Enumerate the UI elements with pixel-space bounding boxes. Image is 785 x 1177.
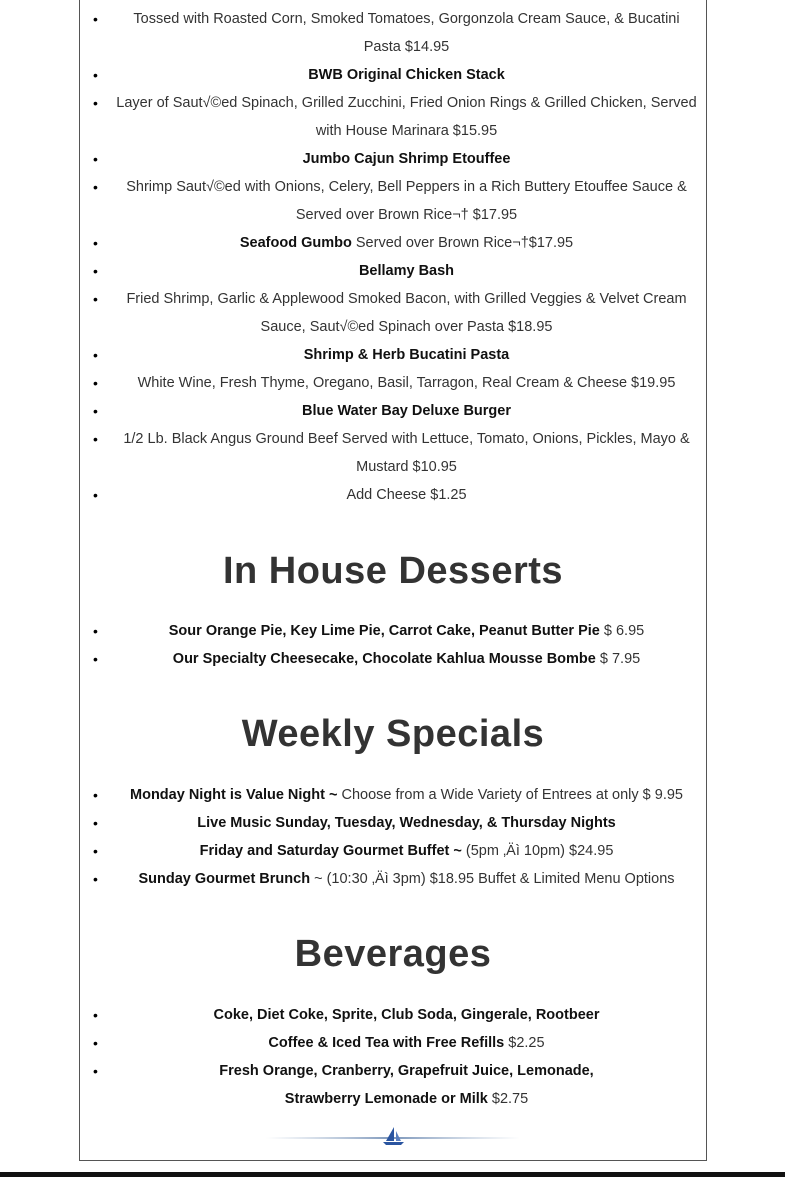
list-item: • Shrimp Saut√©ed with Onions, Celery, Bell Peppers in a Rich Buttery Etouffee Sauce & Served over Brown Rice¬† $17.95 bbox=[107, 173, 706, 229]
beverages-list bbox=[80, 1001, 706, 1113]
list-item: • Fresh Orange, Cranberry, Grapefruit Juice, Lemonade, Strawberry Lemonade or Milk $2.75 bbox=[107, 1057, 706, 1113]
list-item: • Sunday Gourmet Brunch ~ (10:30 ‚Äì 3pm) $18.95 Buffet & Limited Menu Options bbox=[107, 865, 706, 893]
list-item: • Blue Water Bay Deluxe Burger bbox=[107, 397, 706, 425]
menu-panel bbox=[79, 0, 707, 1161]
list-item: • Jumbo Cajun Shrimp Etouffee bbox=[107, 145, 706, 173]
list-item: • Live Music Sunday, Tuesday, Wednesday, & Thursday Nights bbox=[107, 809, 706, 837]
desserts-heading: In House Desserts bbox=[222, 550, 564, 592]
list-item: • Add Cheese $1.25 bbox=[107, 481, 706, 509]
page-bottom-bar bbox=[0, 1172, 785, 1177]
specials-list bbox=[80, 781, 706, 893]
list-item: • BWB Original Chicken Stack bbox=[107, 61, 706, 89]
list-item: • Sour Orange Pie, Key Lime Pie, Carrot Cake, Peanut Butter Pie $ 6.95 bbox=[107, 617, 706, 645]
list-item: • Layer of Saut√©ed Spinach, Grilled Zucchini, Fried Onion Rings & Grilled Chicken, Served with House Marinara $15.95 bbox=[107, 89, 706, 145]
list-item: • Coffee & Iced Tea with Free Refills $2.25 bbox=[107, 1029, 706, 1057]
beverages-heading: Beverages bbox=[294, 933, 492, 975]
desserts-list bbox=[80, 617, 706, 673]
list-item: • Tossed with Roasted Corn, Smoked Tomatoes, Gorgonzola Cream Sauce, & Bucatini Pasta $14.95 bbox=[107, 5, 706, 61]
list-item: • Monday Night is Value Night ~ Choose from a Wide Variety of Entrees at only $ 9.95 bbox=[107, 781, 706, 809]
list-item: • White Wine, Fresh Thyme, Oregano, Basil, Tarragon, Real Cream & Cheese $19.95 bbox=[107, 369, 706, 397]
list-item: • Coke, Diet Coke, Sprite, Club Soda, Gingerale, Rootbeer bbox=[107, 1001, 706, 1029]
list-item: • Friday and Saturday Gourmet Buffet ~ (5pm ‚Äì 10pm) $24.95 bbox=[107, 837, 706, 865]
list-item: • Bellamy Bash bbox=[107, 257, 706, 285]
list-item: • Fried Shrimp, Garlic & Applewood Smoked Bacon, with Grilled Veggies & Velvet Cream Sauce, Saut√©ed Spinach over Pasta $18.95 bbox=[107, 285, 706, 341]
list-item: • Seafood Gumbo Served over Brown Rice¬†$17.95 bbox=[107, 229, 706, 257]
list-item: • Shrimp & Herb Bucatini Pasta bbox=[107, 341, 706, 369]
entree-list bbox=[80, 5, 706, 509]
specials-heading: Weekly Specials bbox=[241, 713, 545, 755]
list-item: • 1/2 Lb. Black Angus Ground Beef Served with Lettuce, Tomato, Onions, Pickles, Mayo & Mustard $10.95 bbox=[107, 425, 706, 481]
sailboat-divider-icon bbox=[266, 1125, 520, 1147]
list-item: • Our Specialty Cheesecake, Chocolate Kahlua Mousse Bombe $ 7.95 bbox=[107, 645, 706, 673]
